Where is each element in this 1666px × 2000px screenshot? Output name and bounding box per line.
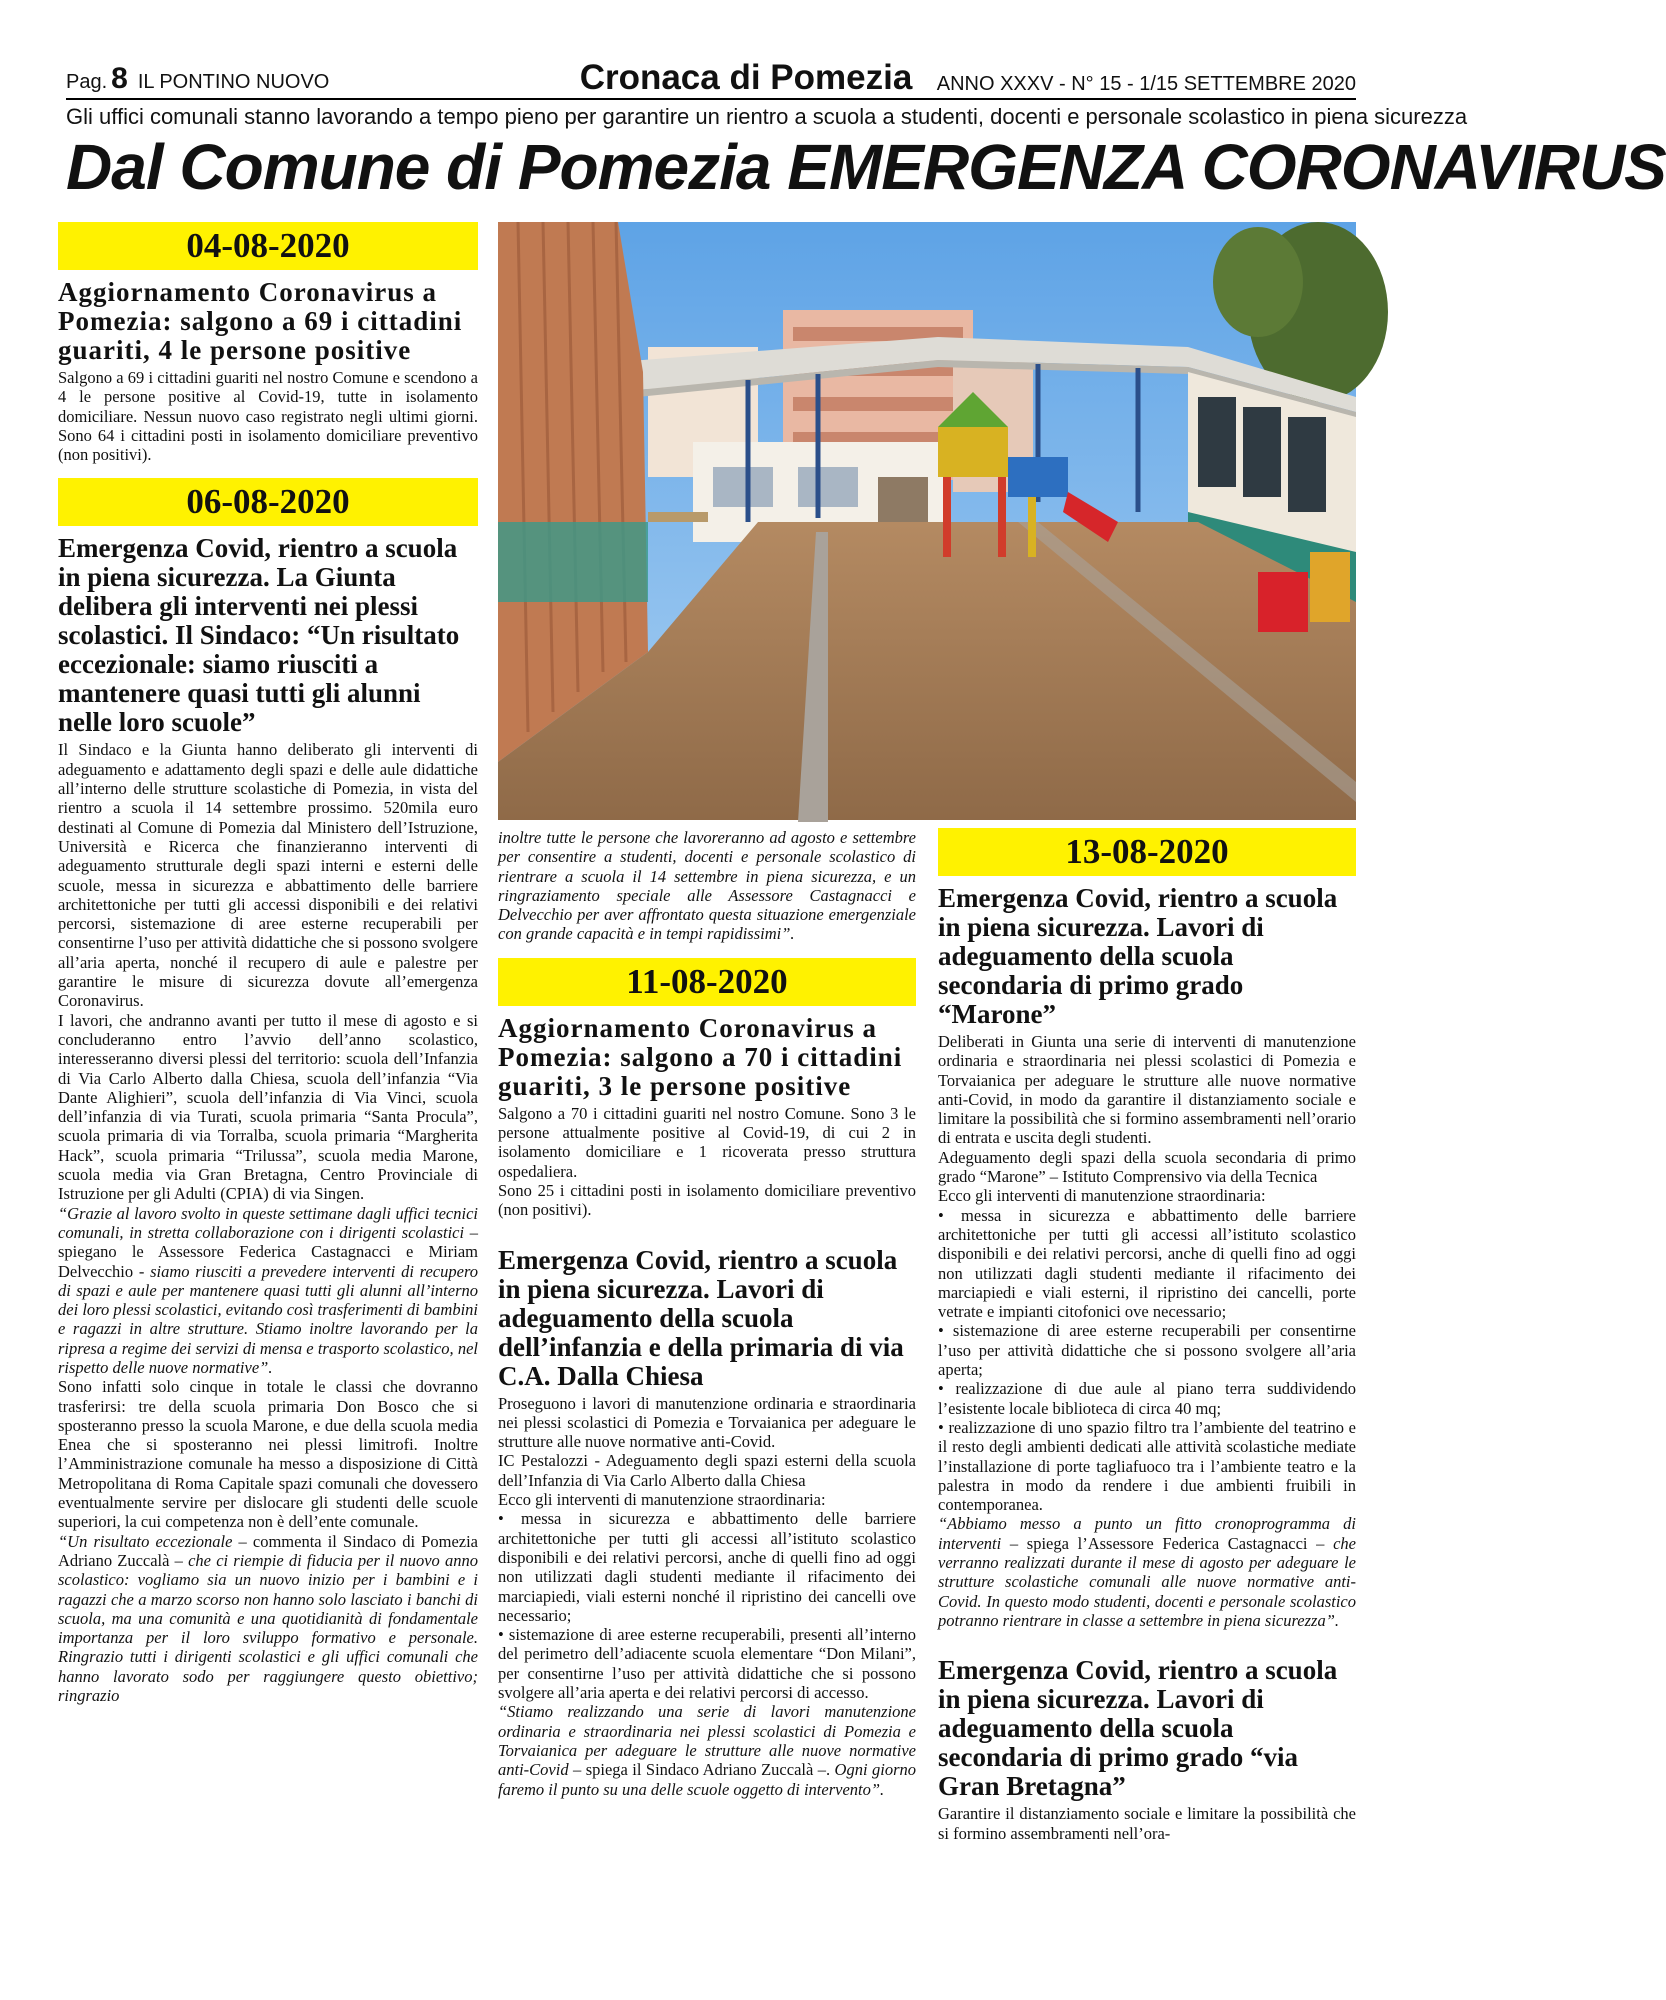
- article-title: Aggiornamento Coronavirus a Pomezia: salgono a 69 i cittadini guariti, 4 le persone positive: [58, 277, 463, 365]
- article-quote: “Stiamo realizzando una serie di lavori manutenzione ordinaria e straordinaria nei plessi scolastici di Pomezia e Torvaianica per adeguare le strutture alle nuove normative anti-Covid – spiega il Sindaco Adriano Zuccalà –. Ogni giorno faremo il punto su una delle scuole oggetto di intervento”.: [498, 1702, 916, 1799]
- article-paragraph: Ecco gli interventi di manutenzione straordinaria:: [938, 1186, 1266, 1206]
- page-subtitle: Gli uffici comunali stanno lavorando a tempo pieno per garantire un rientro a scuola a studenti, docenti e personale scolastico in piena sicurezza: [66, 104, 1468, 129]
- column-left: [58, 222, 478, 1705]
- article-bullet: • messa in sicurezza e abbattimento delle barriere architettoniche per tutti gli accessi all’istituto scolastico disponibili e dei relativi percorsi, anche di quelli fino ad oggi non utilizzati dagli studenti mediante il rifacimento dei marciapiedi, viali esterni nonché il ripristino dei cancelli ove necessario;: [498, 1509, 916, 1625]
- article-title: Emergenza Covid, rientro a scuola in piena sicurezza. La Giunta delibera gli interventi nei plessi scolastici. Il Sindaco: “Un risultato eccezionale: siamo riusciti a mantenere quasi tutti gli alunni nelle loro scuole”: [58, 533, 460, 738]
- article-title: Emergenza Covid, rientro a scuola in piena sicurezza. Lavori di adeguamento della scuola secondaria di primo grado “Marone”: [938, 883, 1338, 1029]
- article-paragraph: Salgono a 70 i cittadini guariti nel nostro Comune. Sono 3 le persone attualmente positive al Covid-19, di cui 2 in isolamento domiciliare e 1 ricoverata presso struttura ospedaliera.: [498, 1103, 916, 1181]
- article-title: Aggiornamento Coronavirus a Pomezia: salgono a 70 i cittadini guariti, 3 le persone positive: [498, 1012, 903, 1101]
- article-bullet: • messa in sicurezza e abbattimento delle barriere architettoniche per tutti gli accessi all’istituto scolastico disponibili e dei relativi percorsi, anche di quelli fino ad oggi non utilizzati dagli studenti mediante il rifacimento dei marciapiedi e viali esterni, il ripristino dei cancelli, porte vetrate e impianti citofonici ove necessario;: [938, 1205, 1356, 1322]
- article-paragraph: Sono infatti solo cinque in totale le classi che dovranno trasferirsi: tre della scuola primaria Don Bosco che si sposteranno presso la scuola Marone, e due della scuola media Enea che si sposteranno nei plessi limitrofi. Inoltre l’Amministrazione comunale ha messo a disposizione di Città Metropolitana di Roma Capitale spazi comunali che dovessero eventualmente servire per dislocare gli studenti delle scuole superiori, la cui competenza non è dell’ente comunale.: [58, 1377, 478, 1532]
- page-headline: Dal Comune di Pomezia EMERGENZA CORONAVIRUS: [66, 131, 1666, 203]
- article-quote: “Grazie al lavoro svolto in queste settimane dagli uffici tecnici comunali, in stretta collaborazione con i dirigenti scolastici – spiegano le Assessore Federica Castagnacci e Miriam Delvecchio - siamo riusciti a prevedere interventi di recupero di spazi e aule per mantenere quasi tutti gli alunni all’interno dei loro plessi scolastici, evitando così trasferimenti di bambini e ragazzi in altre strutture. Stiamo inoltre lavorando per la ripresa a regime dei servizi di mensa e trasporto scolastico, nel rispetto delle nuove normative”.: [58, 1203, 479, 1377]
- column-middle: [498, 828, 916, 1799]
- article-title: Emergenza Covid, rientro a scuola in piena sicurezza. Lavori di adeguamento della scuola secondaria di primo grado “via Gran Bretagna”: [938, 1655, 1338, 1802]
- paper-name: IL PONTINO NUOVO: [137, 71, 330, 93]
- masthead: [66, 58, 1356, 100]
- article-bullet: • sistemazione di aree esterne recuperabili, presenti all’interno del perimetro dell’adiacente scuola elementare “Don Milani”, per consentirne l’uso per attività didattiche che si possono svolgere all’aria aperta e dei relativi percorsi di accesso.: [498, 1625, 916, 1703]
- article-bullet: • realizzazione di due aule al piano terra suddividendo l’esistente locale biblioteca di circa 40 mq;: [938, 1379, 1356, 1418]
- pag-label: Pag.: [66, 71, 108, 93]
- page-label: [66, 62, 329, 96]
- article-paragraph: Proseguono i lavori di manutenzione ordinaria e straordinaria nei plessi scolastici di Pomezia e Torvaianica per adeguare le strutture alle nuove normative anti-Covid.: [498, 1393, 916, 1452]
- issue-info: ANNO XXXV - N° 15 - 1/15 SETTEMBRE 2020: [936, 73, 1356, 95]
- article-paragraph: Ecco gli interventi di manutenzione straordinaria:: [498, 1490, 826, 1510]
- date-banner: 13-08-2020: [938, 828, 1356, 876]
- article-paragraph: I lavori, che andranno avanti per tutto il mese di agosto e si concluderanno entro l’avvio dell’anno scolastico, interesseranno diversi plessi del territorio: scuola dell’Infanzia di Via Carlo Alberto dalla Chiesa, scuola dell’infanzia “Via Dante Alighieri”, scuola dell’infanzia di Via Vinci, scuola dell’infanzia di via Turati, scuola primaria “Santa Procula”, scuola primaria di via Torralba, scuola primaria “Margherita Hack”, scuola primaria “Trilussa”, scuola media Marone, scuola media via Gran Bretagna, Centro Provinciale di Istruzione per gli Adulti (CPIA) di via Singen.: [58, 1010, 478, 1204]
- article-paragraph: Adeguamento degli spazi della scuola secondaria di primo grado “Marone” – Istituto Comprensivo via della Tecnica: [938, 1147, 1356, 1187]
- article-quote: “Un risultato eccezionale – commenta il Sindaco di Pomezia Adriano Zuccalà – che ci riempie di fiducia per il nuovo anno scolastico: vogliamo sia un nuovo inizio per i bambini e i ragazzi che a marzo scorso non hanno solo lasciato i banchi di scuola, ma una comunità e una quotidianità di fondamentale importanza per il loro sviluppo formativo e personale. Ringrazio tutti i dirigenti scolastici e gli uffici comunali che hanno lavorato sodo per raggiungere questo obiettivo; ringrazio: [58, 1531, 478, 1706]
- article-paragraph: Deliberati in Giunta una serie di interventi di manutenzione ordinaria e straordinaria nei plessi scolastici di Pomezia e Torvaianica per adeguare le strutture alle nuove normative anti-Covid, in modo da garantire il distanziamento sociale e limitare la possibilità che si formino assembramenti nell’orario di entrata e uscita degli studenti.: [938, 1032, 1356, 1148]
- date-banner: 04-08-2020: [58, 222, 478, 270]
- article-paragraph: Salgono a 69 i cittadini guariti nel nostro Comune e scendono a 4 le persone positive al Covid-19, tutte in isolamento domiciliare. Nessun nuovo caso registrato negli ultimi giorni. Sono 64 i cittadini posti in isolamento domiciliare preventivo (non positivi).: [58, 368, 478, 465]
- date-banner: 11-08-2020: [498, 958, 916, 1006]
- school-courtyard-photo: [498, 222, 1356, 820]
- date-banner: 06-08-2020: [58, 478, 478, 526]
- article-paragraph: Sono 25 i cittadini posti in isolamento domiciliare preventivo (non positivi).: [498, 1180, 916, 1220]
- article-title: Emergenza Covid, rientro a scuola in piena sicurezza. Lavori di adeguamento della scuola dell’infanzia e della primaria di via C.A. Dalla Chiesa: [498, 1244, 904, 1391]
- article-paragraph: IC Pestalozzi - Adeguamento degli spazi esterni della scuola dell’Infanzia di Via Carlo Alberto dalla Chiesa: [498, 1451, 916, 1490]
- page-number: 8: [111, 62, 128, 95]
- article-quote-continued: inoltre tutte le persone che lavoreranno ad agosto e settembre per consentire a studenti, docenti e personale scolastico di rientrare a scuola il 14 settembre in piena sicurezza, e un ringraziamento speciale alle Assessore Castagnacci e Delvecchio per aver affrontato questa situazione emergenziale con grande capacità e in tempi rapidissimi”.: [498, 828, 916, 944]
- article-paragraph: Il Sindaco e la Giunta hanno deliberato gli interventi di adeguamento e adattamento degli spazi e delle aule didattiche all’interno delle strutture scolastiche di Pomezia, in vista del rientro a scuola il 14 settembre prossimo. 520mila euro destinati al Comune di Pomezia dal Ministero dell’Istruzione, Università e Ricerca che finanzieranno interventi di adeguamento strutturale degli spazi interni e esterni delle scuole, messa in sicurezza e abbattimento delle barriere architettoniche per tutti gli accessi disponibili e dei relativi percorsi, sistemazione di aree esterne recuperabili per consentirne l’uso per attività didattiche che si possono svolgere all’aria aperta, nonché il recupero di aule e palestre per garantire le misure di sicurezza dovute all’emergenza Coronavirus.: [58, 740, 478, 1011]
- article-bullet: • realizzazione di uno spazio filtro tra l’ambiente del teatrino e il resto degli ambienti dedicati alle attività scolastiche mediate l’installazione di porte tagliafuoco tra i l’ambiente teatro e la palestra in modo da rendere i due ambienti fruibili in contemporanea.: [938, 1417, 1356, 1515]
- article-quote: “Abbiamo messo a punto un fitto cronoprogramma di interventi – spiega l’Assessore Federica Castagnacci – che verranno realizzati durante il mese di agosto per adeguare le strutture scolastiche comunali alle nuove normative anti-Covid. In questo modo studenti, docenti e personale scolastico potranno rientrare in classe a settembre in piena sicurezza”.: [938, 1514, 1356, 1630]
- article-bullet: • sistemazione di aree esterne recuperabili per consentirne l’uso per attività didattiche che si possono svolgere all’aria aperta;: [938, 1321, 1356, 1380]
- article-paragraph: Garantire il distanziamento sociale e limitare la possibilità che si formino assembramenti nell’ora-: [938, 1804, 1356, 1843]
- column-right: [938, 828, 1356, 1843]
- section-title: Cronaca di Pomezia: [579, 58, 913, 97]
